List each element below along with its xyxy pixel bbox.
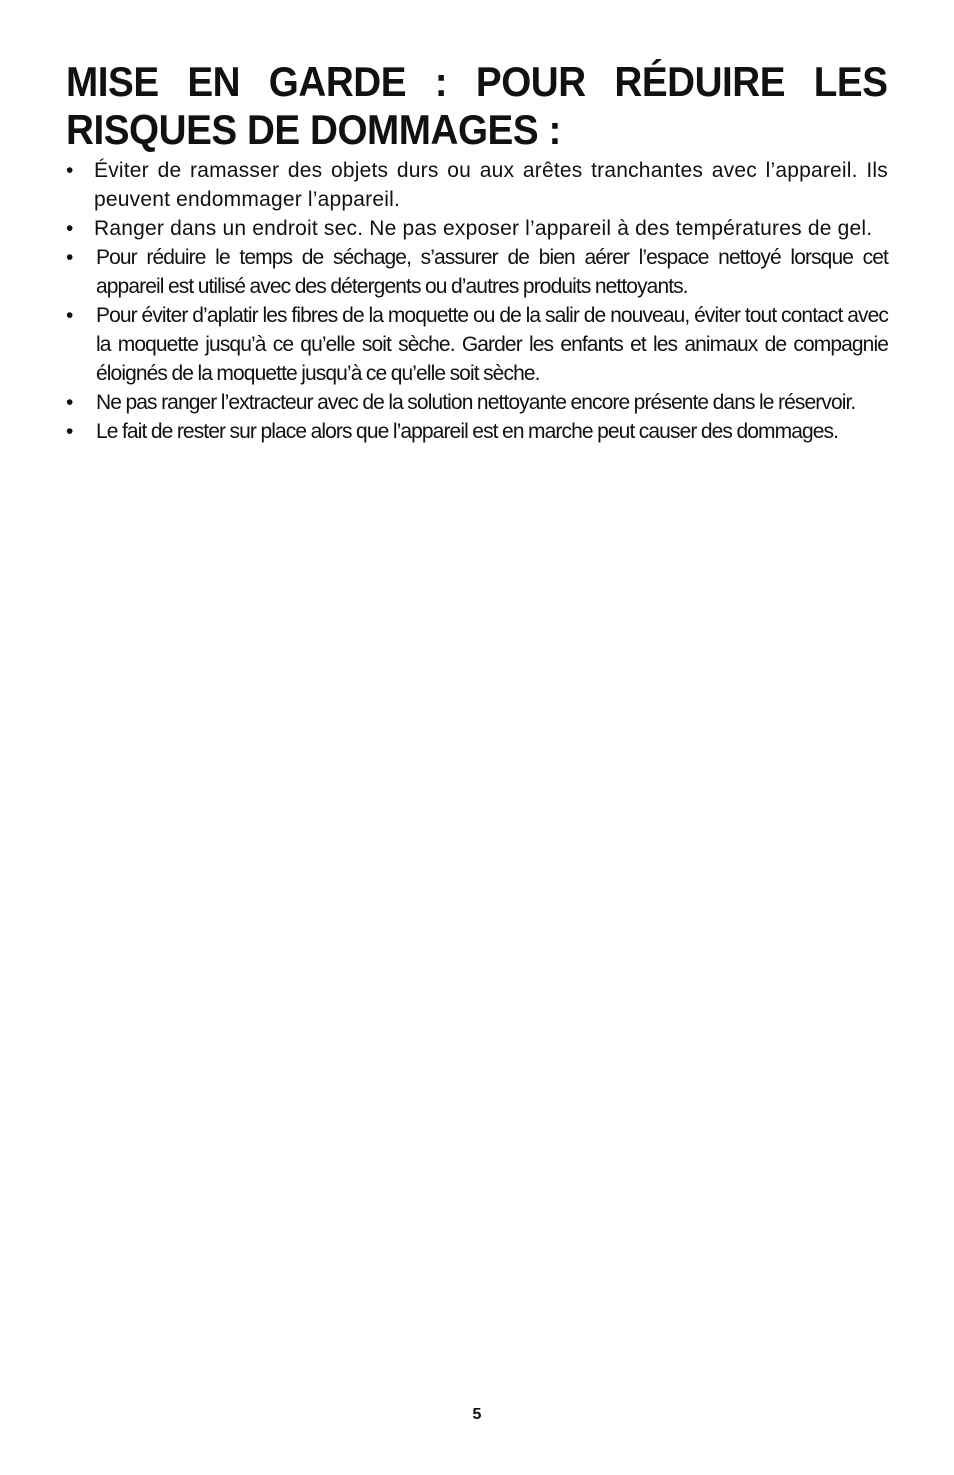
- page-number: 5: [472, 1406, 482, 1423]
- list-item-text: Pour éviter d’aplatir les fibres de la moquette ou de la salir de nouveau, éviter tout contact avec la moquette jusqu’à ce qu’elle soit sèche. Garder les enfants et les animaux de compagnie éloignés de la moquette jusqu’à ce qu’elle soit sèche.: [96, 304, 888, 385]
- list-item-text: Le fait de rester sur place alors que l’appareil est en marche peut causer des dommages.: [96, 420, 839, 443]
- bullet-icon: •: [66, 159, 74, 182]
- list-item-text: Éviter de ramasser des objets durs ou aux arêtes tranchantes avec l’appareil. Ils peuvent endommager l’appareil.: [94, 159, 888, 211]
- list-item: [66, 301, 888, 388]
- list-item-text: Ne pas ranger l’extracteur avec de la solution nettoyante encore présente dans le réservoir.: [96, 391, 856, 414]
- bullet-icon: •: [66, 217, 74, 240]
- warning-heading: MISE EN GARDE : POUR RÉDUIRE LES RISQUES DE DOMMAGES :: [66, 58, 888, 153]
- list-item: [66, 243, 888, 301]
- list-item: [66, 156, 888, 214]
- list-item: [66, 388, 888, 417]
- warning-list: [66, 156, 888, 446]
- document-page: [66, 58, 888, 446]
- list-item-text: Ranger dans un endroit sec. Ne pas exposer l’appareil à des températures de gel.: [94, 217, 873, 240]
- list-item: [66, 417, 888, 446]
- bullet-icon: •: [66, 246, 74, 269]
- list-item: [66, 214, 888, 243]
- list-item-text: Pour réduire le temps de séchage, s’assurer de bien aérer l’espace nettoyé lorsque cet appareil est utilisé avec des détergents ou d’autres produits nettoyants.: [96, 246, 888, 298]
- bullet-icon: •: [66, 391, 74, 414]
- bullet-icon: •: [66, 420, 74, 443]
- bullet-icon: •: [66, 304, 74, 327]
